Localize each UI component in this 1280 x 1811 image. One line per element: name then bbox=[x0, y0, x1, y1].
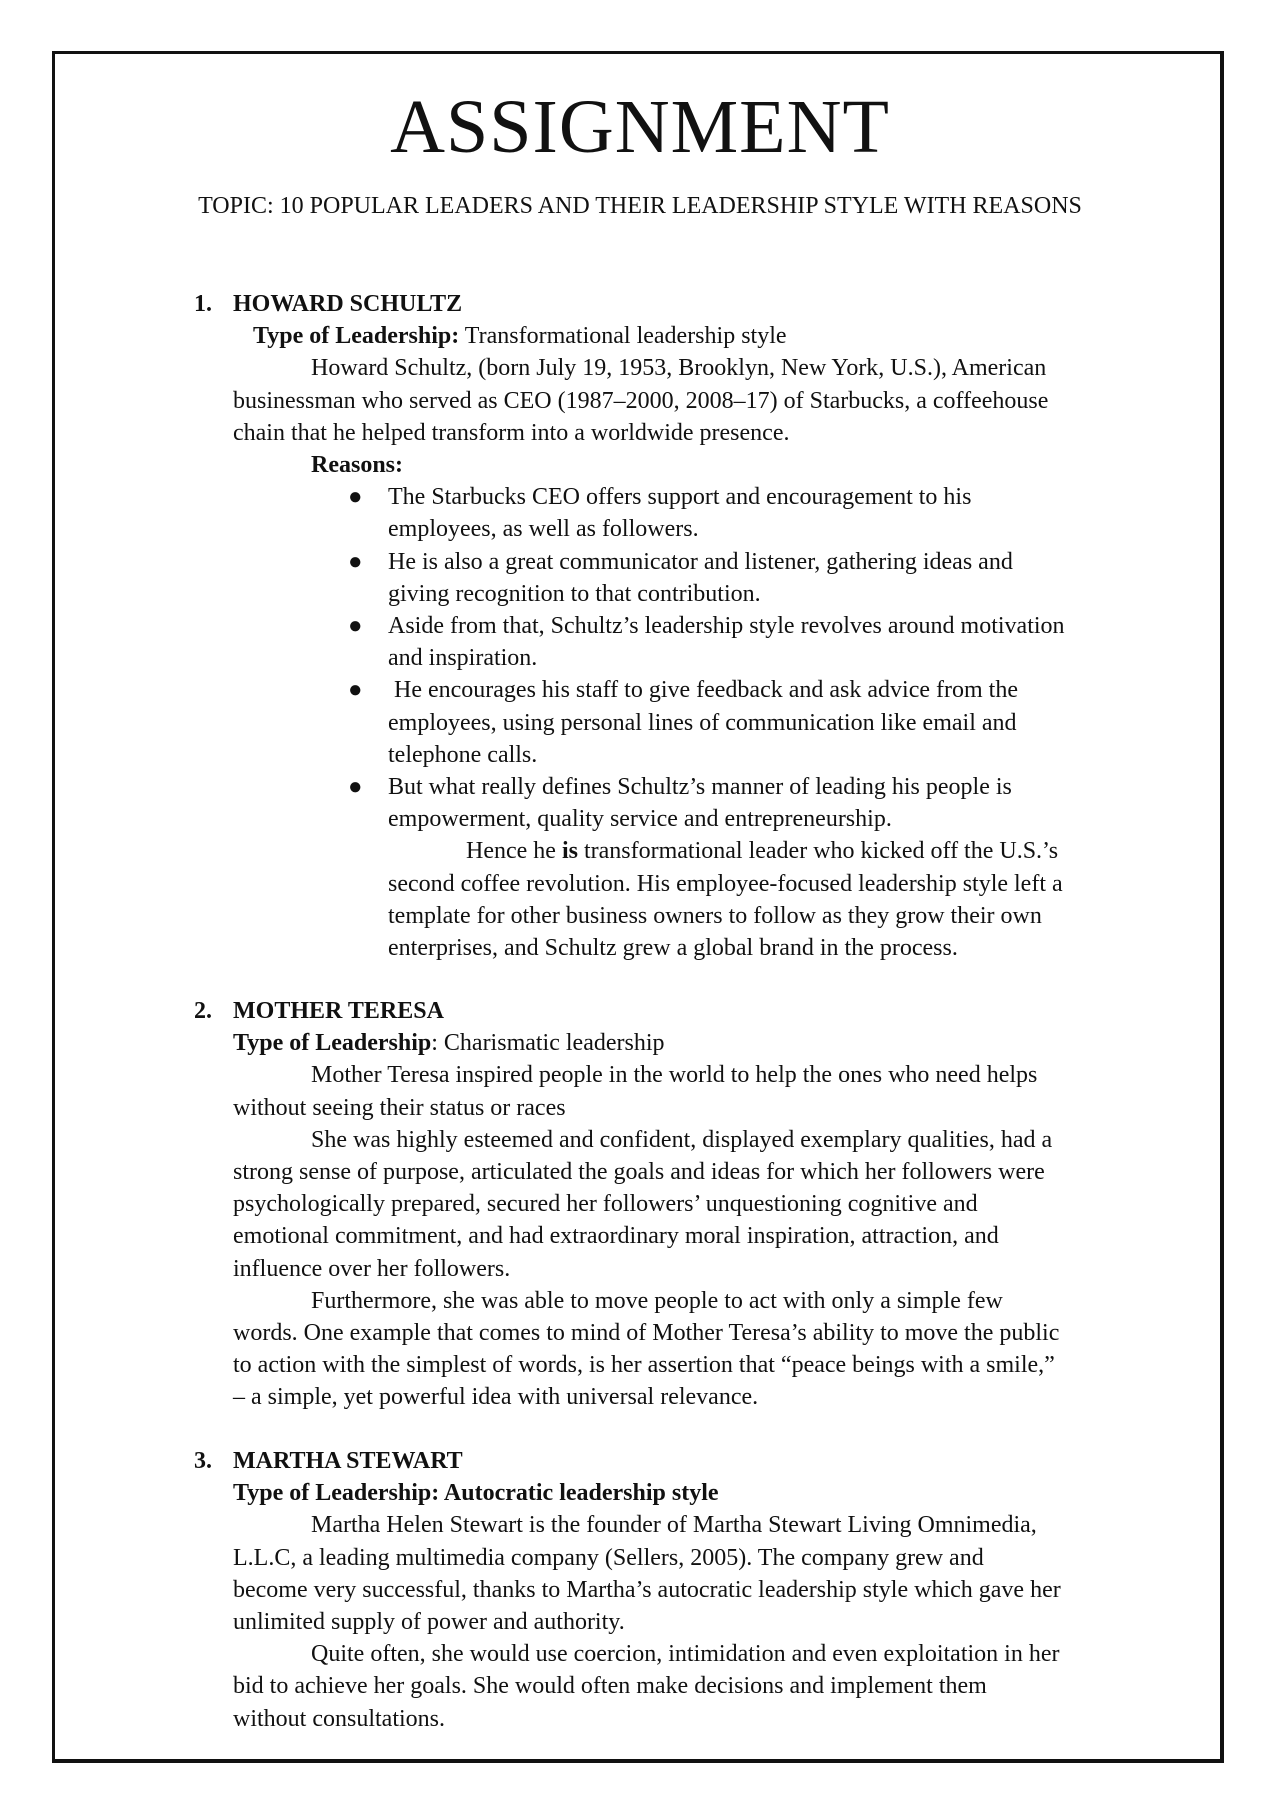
leadership-type-label: Type of Leadership: bbox=[253, 323, 460, 350]
list-item bbox=[233, 481, 1133, 545]
list-item bbox=[233, 610, 1133, 674]
leader-number: 1. bbox=[194, 291, 212, 317]
reasons-label: Reasons: bbox=[311, 452, 404, 479]
topic-line: TOPIC: 10 POPULAR LEADERS AND THEIR LEADERSHIP STYLE WITH REASONS bbox=[198, 193, 1082, 219]
bullet-icon: ● bbox=[348, 613, 363, 640]
text-line: bid to achieve her goals. She would often make decisions and implement them bbox=[233, 1673, 987, 1700]
text-line: emotional commitment, and had extraordinary moral inspiration, attraction, and bbox=[233, 1223, 999, 1250]
text-line: second coffee revolution. His employee-focused leadership style left a bbox=[388, 870, 1063, 897]
text-line: enterprises, and Schultz grew a global brand in the process. bbox=[388, 935, 958, 962]
text-line: influence over her followers. bbox=[233, 1255, 511, 1282]
intro-paragraph bbox=[233, 352, 1133, 449]
list-item bbox=[233, 674, 1133, 771]
leader-heading bbox=[194, 1445, 1133, 1477]
leader-section-mother-teresa bbox=[194, 995, 1133, 1414]
text-line: empowerment, quality service and entrepreneurship. bbox=[388, 806, 892, 833]
text-line: He encourages his staff to give feedback and ask advice from the bbox=[388, 677, 1018, 704]
conclusion-rest: transformational leader who kicked off the U.S.’s bbox=[577, 838, 1059, 865]
bullet-icon: ● bbox=[348, 677, 363, 704]
text-line: unlimited supply of power and authority. bbox=[233, 1609, 625, 1636]
text-line bbox=[388, 835, 1133, 867]
list-item bbox=[233, 771, 1133, 835]
text-line: without seeing their status or races bbox=[233, 1094, 566, 1121]
conclusion-paragraph bbox=[233, 835, 1133, 964]
leadership-type-value: : Charismatic leadership bbox=[431, 1030, 665, 1057]
text-line: to action with the simplest of words, is her assertion that “peace beings with a smile,” bbox=[233, 1352, 1055, 1379]
bullet-icon: ● bbox=[348, 774, 363, 801]
text-line: words. One example that comes to mind of Mother Teresa’s ability to move the public bbox=[233, 1320, 1060, 1347]
text-line: L.L.C, a leading multimedia company (Sellers, 2005). The company grew and bbox=[233, 1544, 984, 1571]
list-item bbox=[233, 546, 1133, 610]
bullet-icon: ● bbox=[348, 484, 363, 511]
text-line: become very successful, thanks to Martha’s autocratic leadership style which gave her bbox=[233, 1576, 1061, 1603]
text-line: chain that he helped transform into a worldwide presence. bbox=[233, 419, 790, 446]
text-line: Martha Helen Stewart is the founder of Martha Stewart Living Omnimedia, bbox=[311, 1512, 1037, 1539]
text-line: She was highly esteemed and confident, displayed exemplary qualities, had a bbox=[311, 1126, 1053, 1153]
leadership-type: Type of Leadership: Autocratic leadership style bbox=[233, 1480, 719, 1507]
leader-number: 3. bbox=[194, 1448, 212, 1474]
text-line: without consultations. bbox=[233, 1705, 445, 1732]
text-line: Mother Teresa inspired people in the world to help the ones who need helps bbox=[311, 1062, 1038, 1089]
text-line: giving recognition to that contribution. bbox=[388, 580, 761, 607]
leader-number: 2. bbox=[194, 998, 212, 1024]
text-line: But what really defines Schultz’s manner of leading his people is bbox=[388, 774, 1012, 801]
paragraph bbox=[233, 1124, 1133, 1285]
leader-heading bbox=[194, 995, 1133, 1027]
reasons-list bbox=[233, 481, 1133, 835]
text-line: The Starbucks CEO offers support and encouragement to his bbox=[388, 484, 972, 511]
leadership-type-value: Transformational leadership style bbox=[459, 323, 787, 350]
paragraph bbox=[233, 1638, 1133, 1735]
text-line: telephone calls. bbox=[388, 741, 538, 768]
leader-heading bbox=[194, 288, 1133, 320]
text-line: employees, using personal lines of communication like email and bbox=[388, 709, 1017, 736]
paragraph bbox=[233, 1509, 1133, 1638]
leader-section-martha-stewart bbox=[194, 1445, 1133, 1735]
text-line: strong sense of purpose, articulated the goals and ideas for which her followers were bbox=[233, 1159, 1045, 1186]
text-line: psychologically prepared, secured her followers’ unquestioning cognitive and bbox=[233, 1191, 978, 1218]
conclusion-start: Hence he bbox=[466, 838, 562, 865]
bullet-icon: ● bbox=[348, 548, 363, 575]
text-line: employees, as well as followers. bbox=[388, 516, 699, 543]
text-line: – a simple, yet powerful idea with universal relevance. bbox=[233, 1384, 759, 1411]
text-line: Quite often, she would use coercion, intimidation and even exploitation in her bbox=[311, 1641, 1060, 1668]
text-line: Howard Schultz, (born July 19, 1953, Brooklyn, New York, U.S.), American bbox=[311, 355, 1047, 382]
text-line: He is also a great communicator and listener, gathering ideas and bbox=[388, 548, 1013, 575]
paragraph bbox=[233, 1285, 1133, 1414]
leadership-type bbox=[233, 1027, 1133, 1059]
leader-name: HOWARD SCHULTZ bbox=[233, 291, 463, 317]
text-line: and inspiration. bbox=[388, 645, 538, 672]
leader-name: MARTHA STEWART bbox=[233, 1448, 463, 1474]
leader-name: MOTHER TERESA bbox=[233, 998, 444, 1024]
leadership-type bbox=[233, 320, 1133, 352]
text-line: businessman who served as CEO (1987–2000, 2008–17) of Starbucks, a coffeehouse bbox=[233, 387, 1049, 414]
text-line: template for other business owners to follow as they grow their own bbox=[388, 902, 1042, 929]
leader-section-howard-schultz bbox=[194, 288, 1133, 964]
leadership-type-label: Type of Leadership bbox=[233, 1030, 432, 1057]
text-line: Furthermore, she was able to move people to act with only a simple few bbox=[311, 1287, 1003, 1314]
paragraph bbox=[233, 1059, 1133, 1123]
conclusion-bold: is bbox=[561, 838, 578, 865]
text-line: Aside from that, Schultz’s leadership style revolves around motivation bbox=[388, 613, 1065, 640]
page-title: ASSIGNMENT bbox=[390, 85, 890, 169]
